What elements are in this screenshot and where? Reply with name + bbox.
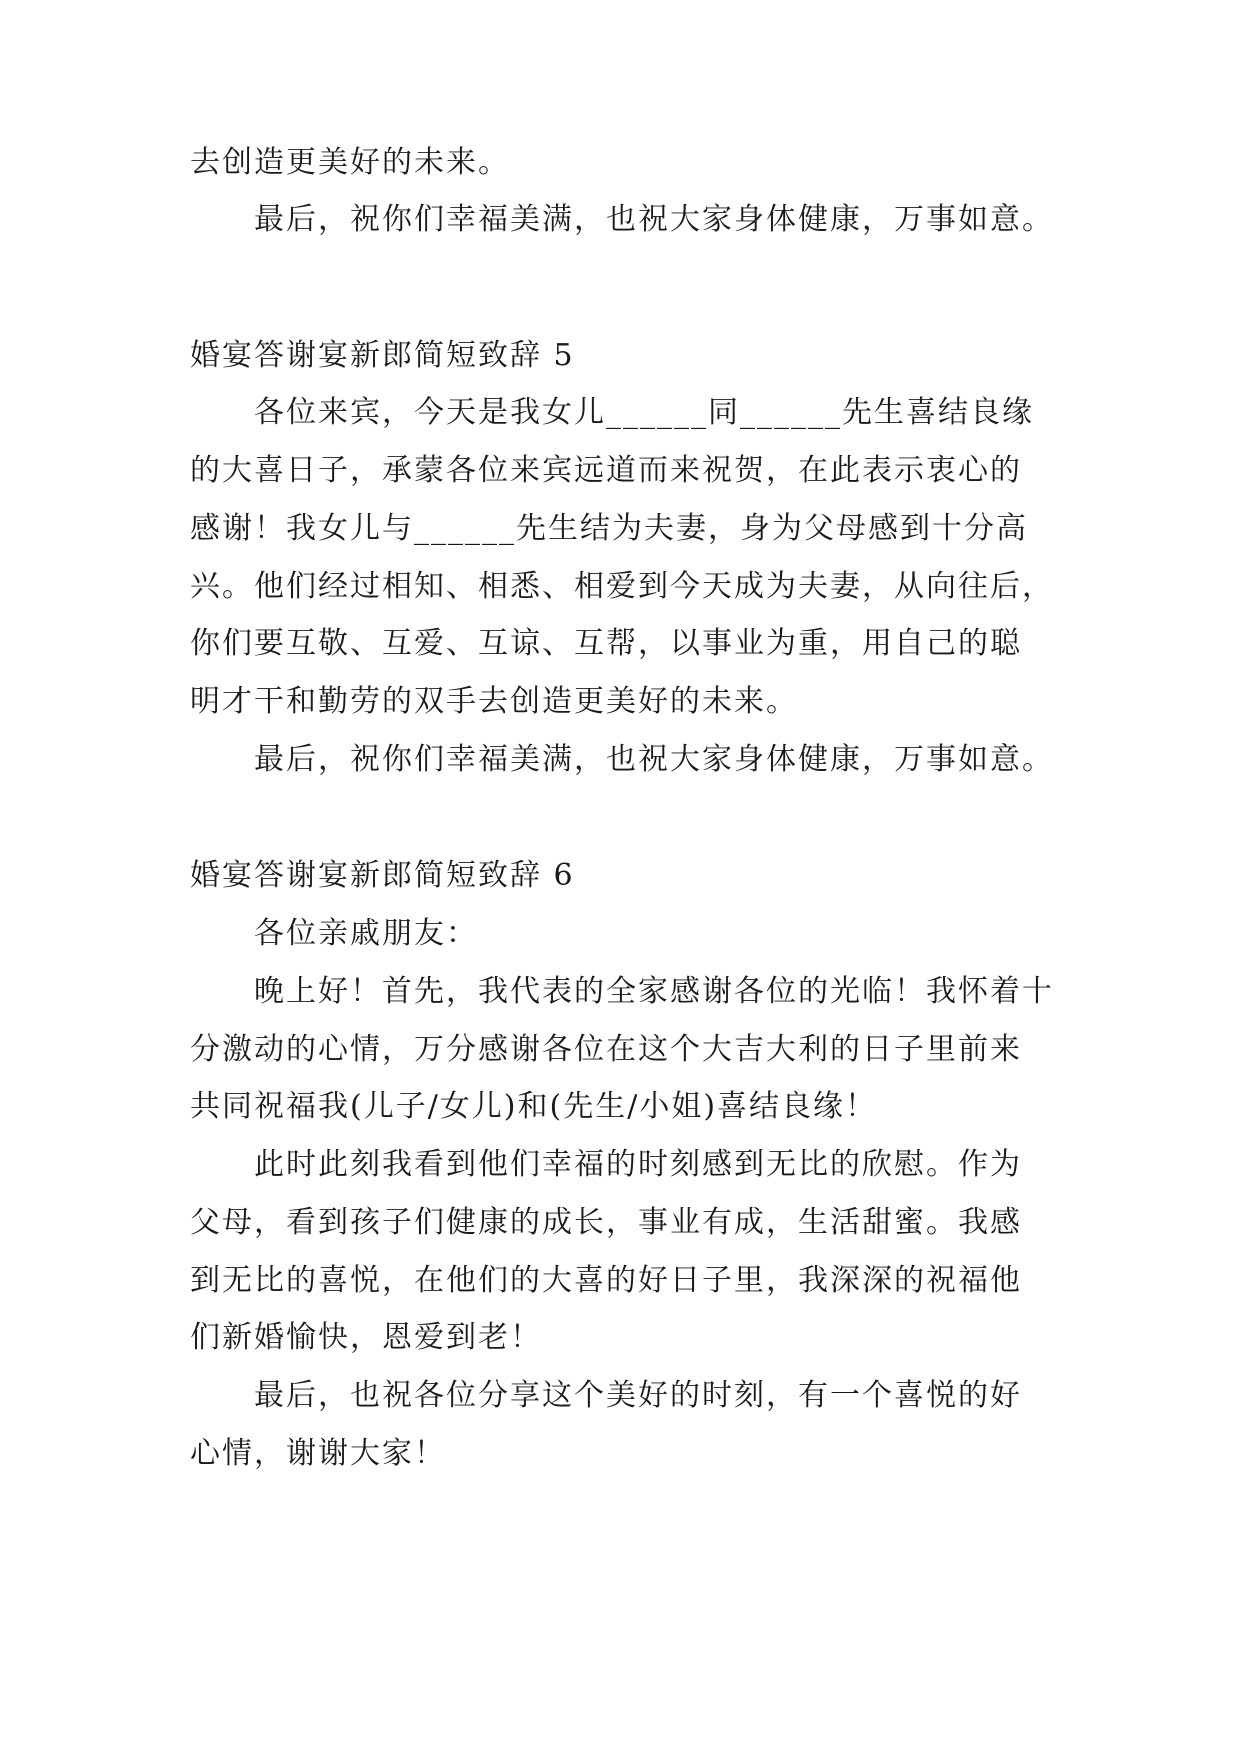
paragraph-line: 兴。他们经过相知、相悉、相爱到今天成为夫妻，从向往后，: [190, 569, 1054, 604]
paragraph-line: 感谢！我女儿与______先生结为夫妻，身为父母感到十分高: [190, 511, 1028, 546]
paragraph-line: 晚上好！首先，我代表的全家感谢各位的光临！我怀着十: [254, 974, 1054, 1009]
closing-line: 最后，祝你们幸福美满，也祝大家身体健康，万事如意。: [254, 742, 1054, 777]
paragraph-line: 去创造更美好的未来。: [190, 145, 510, 180]
paragraph-line: 明才干和勤劳的双手去创造更美好的未来。: [190, 684, 798, 719]
greeting-line: 各位亲戚朋友：: [254, 916, 478, 951]
paragraph-line: 共同祝福我(儿子/女儿)和(先生/小姐)喜结良缘！: [190, 1089, 878, 1124]
paragraph-line: 们新婚愉快，恩爱到老！: [190, 1320, 542, 1355]
paragraph-line: 你们要互敬、互爱、互谅、互帮，以事业为重，用自己的聪: [190, 626, 1022, 661]
paragraph-line: 分激动的心情，万分感谢各位在这个大吉大利的日子里前来: [190, 1032, 1022, 1067]
paragraph-line: 各位来宾，今天是我女儿______同______先生喜结良缘: [254, 395, 1034, 430]
paragraph-line: 心情，谢谢大家！: [190, 1436, 446, 1471]
closing-line: 最后，祝你们幸福美满，也祝大家身体健康，万事如意。: [254, 202, 1054, 237]
paragraph-line: 此时此刻我看到他们幸福的时刻感到无比的欣慰。作为: [254, 1147, 1022, 1182]
paragraph-line: 到无比的喜悦，在他们的大喜的好日子里，我深深的祝福他: [190, 1263, 1022, 1298]
section-heading: 婚宴答谢宴新郎简短致辞 6: [190, 858, 575, 893]
paragraph-line: 父母，看到孩子们健康的成长，事业有成，生活甜蜜。我感: [190, 1205, 1022, 1240]
section-heading: 婚宴答谢宴新郎简短致辞 5: [190, 338, 575, 373]
paragraph-line: 的大喜日子，承蒙各位来宾远道而来祝贺，在此表示衷心的: [190, 453, 1022, 488]
paragraph-line: 最后，也祝各位分享这个美好的时刻，有一个喜悦的好: [254, 1378, 1022, 1413]
